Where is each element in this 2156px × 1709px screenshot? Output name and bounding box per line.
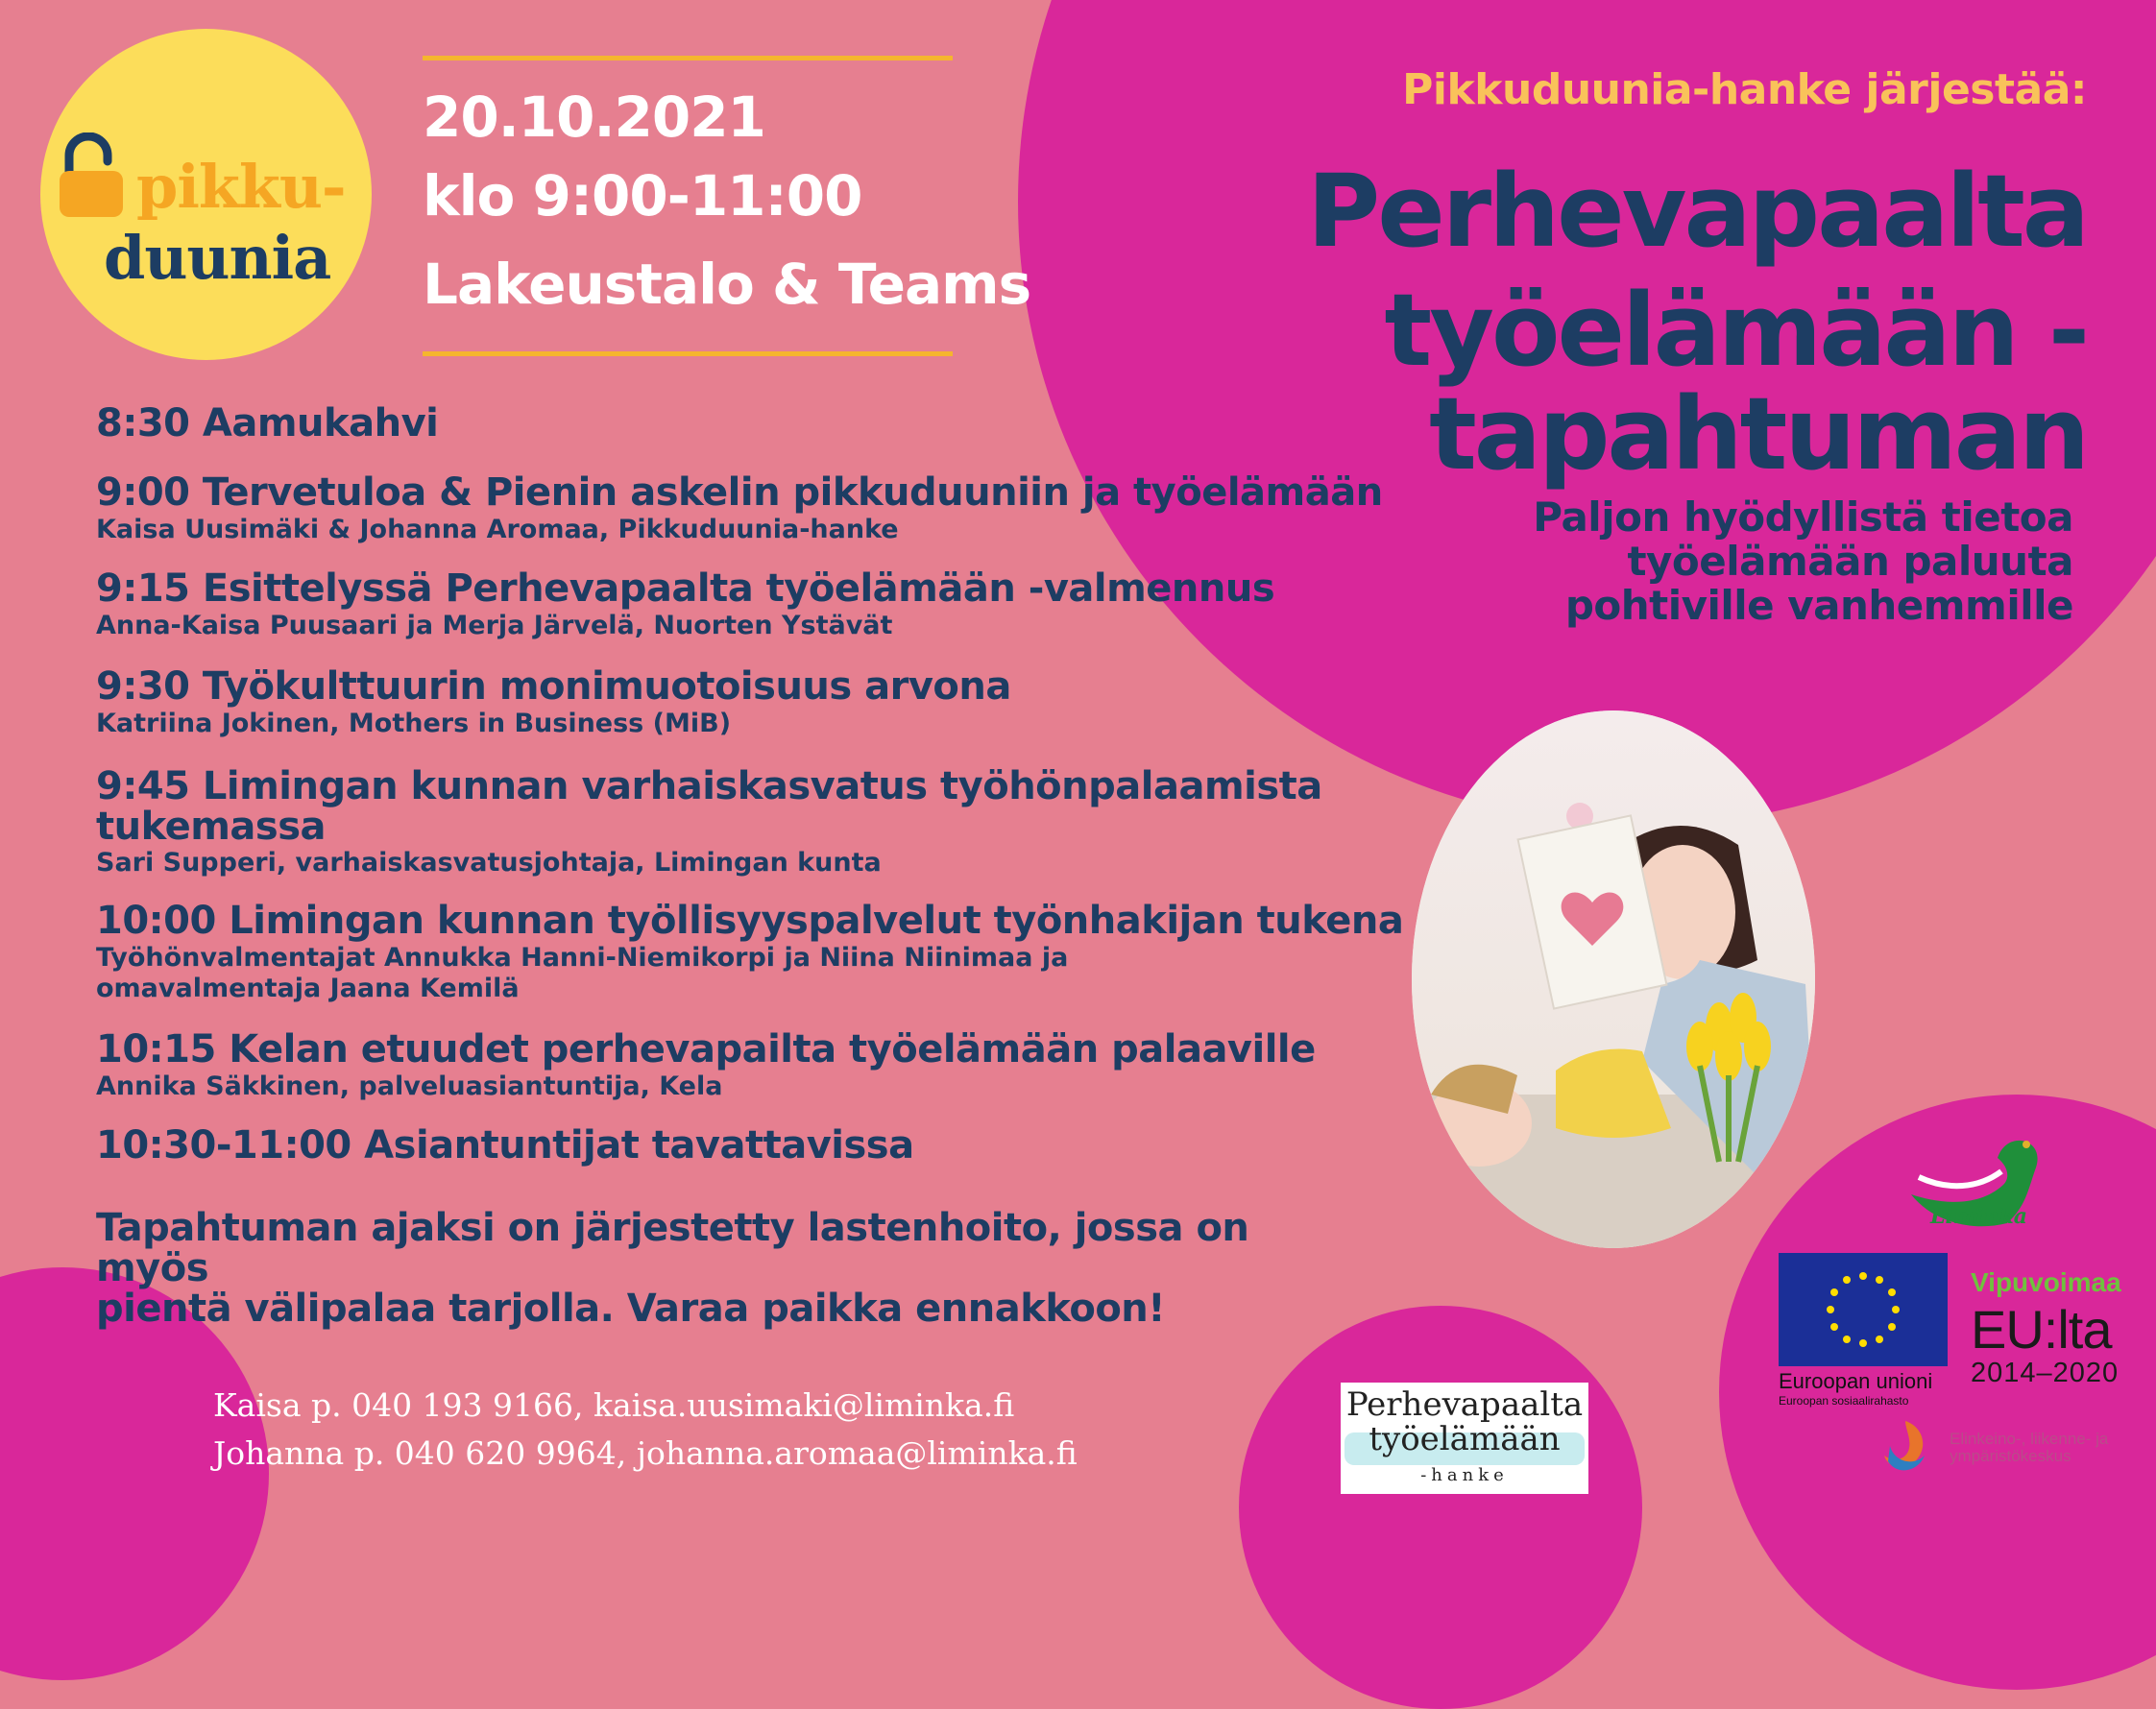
program-item-8-title: 10:30-11:00 Asiantuntijat tavattavissa [96, 1123, 914, 1167]
event-date: 20.10.2021 [423, 84, 765, 150]
padlock-icon [60, 132, 123, 217]
contact-kaisa: Kaisa p. 040 193 9166, kaisa.uusimaki@liminka.fi [213, 1386, 1015, 1424]
divider-bottom [423, 351, 953, 356]
eu-name: Euroopan unioni [1779, 1369, 1933, 1393]
subtitle-line-2: työelämään paluuta [1627, 538, 2073, 585]
hanke-logo-line-2: työelämään [1369, 1419, 1561, 1458]
childcare-note [96, 1208, 1344, 1329]
event-place: Lakeustalo & Teams [423, 252, 1031, 317]
program-item-1-title: 8:30 Aamukahvi [96, 401, 439, 445]
contact-johanna: Johanna p. 040 620 9964, johanna.aromaa@liminka.fi [213, 1434, 1078, 1472]
childcare-note-line-2: pientä välipalaa tarjolla. Varaa paikka ennakkoon! [96, 1287, 1166, 1331]
title-line-1: Perhevapaalta [1307, 153, 2087, 270]
title-line-3: tapahtuman [1429, 375, 2087, 493]
subtitle-line-3: pohtiville vanhemmille [1564, 582, 2073, 629]
event-time: klo 9:00-11:00 [423, 163, 862, 229]
vipuvoimaa-eulta: EU:lta [1971, 1299, 2112, 1360]
subtitle-line-1: Paljon hyödyllistä tietoa [1533, 493, 2073, 541]
program-item-6-speaker-cont: omavalmentaja Jaana Kemilä [96, 974, 520, 1003]
program-item-6-title: 10:00 Limingan kunnan työllisyyspalvelut työnhakijan tukena [96, 899, 1404, 943]
liminka-logo-text: Liminka [1930, 1204, 2027, 1229]
program-item-5-title: 9:45 Limingan kunnan varhaiskasvatus työhönpalaamista [96, 764, 1322, 808]
program-item-5-speaker: Sari Supperi, varhaiskasvatusjohtaja, Limingan kunta [96, 848, 882, 878]
ely-logo-icon [1880, 1417, 1930, 1475]
program-item-4-speaker: Katriina Jokinen, Mothers in Business (MiB) [96, 709, 732, 738]
program-item-4-title: 9:30 Työkulttuurin monimuotoisuus arvona [96, 664, 1011, 709]
logo-text-pikku: pikku- [136, 152, 346, 222]
logo-text-duunia: duunia [104, 223, 331, 293]
program-item-3-speaker: Anna-Kaisa Puusaari ja Merja Järvelä, Nuorten Ystävät [96, 611, 893, 640]
program-item-7-title: 10:15 Kelan etuudet perhevapailta työelämään palaaville [96, 1027, 1316, 1071]
program-item-6-speaker: Työhönvalmentajat Annukka Hanni-Niemikorpi ja Niina Niinimaa ja [96, 943, 1069, 973]
organizer-line: Pikkuduunia-hanke järjestää: [1402, 65, 2087, 114]
program-item-5-title-cont: tukemassa [96, 805, 327, 849]
liminka-swan-logo [1892, 1123, 2074, 1239]
eu-flag [1779, 1253, 1948, 1366]
program-item-7-speaker: Annika Säkkinen, palveluasiantuntija, Kela [96, 1071, 723, 1101]
vipuvoimaa-title: Vipuvoimaa [1971, 1267, 2121, 1297]
decorative-circle-bottom-middle [1239, 1306, 1642, 1709]
perhevapaalta-hanke-logo [1341, 1383, 1588, 1494]
title-line-2: työelämään - [1384, 272, 2087, 389]
mother-child-photo [1412, 710, 1815, 1248]
program-item-2-speaker: Kaisa Uusimäki & Johanna Aromaa, Pikkuduunia-hanke [96, 515, 899, 544]
program-item-3-title: 9:15 Esittelyssä Perhevapaalta työelämään -valmennus [96, 566, 1275, 611]
vipuvoimaa-years: 2014–2020 [1971, 1358, 2120, 1388]
eu-fund: Euroopan sosiaalirahasto [1779, 1394, 1909, 1408]
divider-top [423, 56, 953, 60]
hanke-logo-line-1: Perhevapaalta [1345, 1385, 1584, 1424]
childcare-note-line-1: Tapahtuman ajaksi on järjestetty lastenhoito, jossa on myös [96, 1206, 1249, 1290]
ely-text: Elinkeino-, liikenne- ja ympäristökeskus [1950, 1430, 2109, 1465]
program-item-2-title: 9:00 Tervetuloa & Pienin askelin pikkuduuniin ja työelämään [96, 470, 1383, 515]
hanke-logo-line-3: -hanke [1420, 1465, 1509, 1485]
